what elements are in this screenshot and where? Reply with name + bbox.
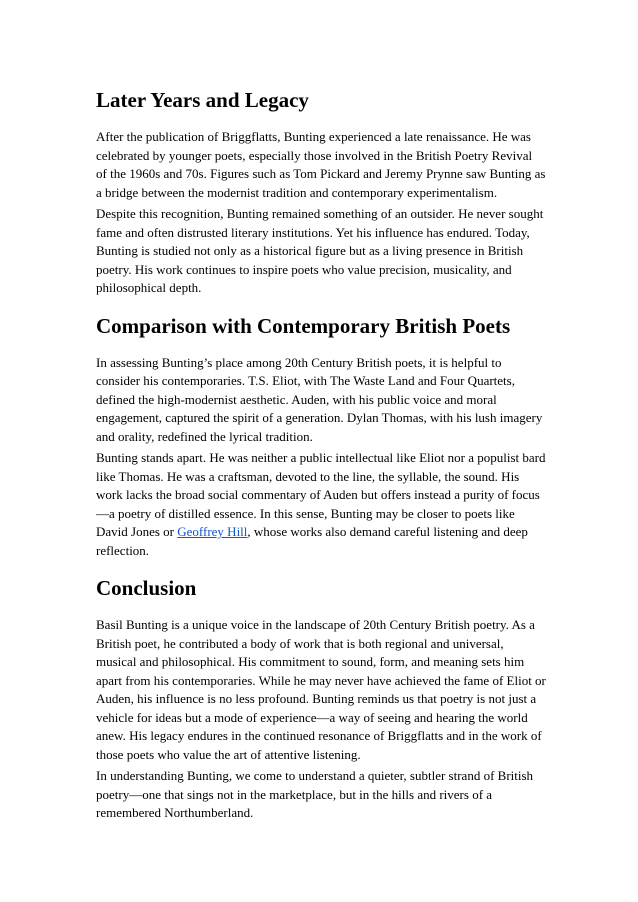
section-heading-comparison: Comparison with Contemporary British Poets (96, 313, 511, 338)
section-heading-conclusion: Conclusion (96, 576, 197, 600)
paragraph: After the publication of Briggflatts, Bunting experienced a late renaissance. He was celebrated by younger poets, especially those involved in the British Poetry Revival of the 1960s and 70s. Figures such as Tom Pickard and Jeremy Prynne saw Bunting as a bridge between the modernist tradition and contemporary experimentalism. (96, 129, 546, 200)
section-later-years (96, 86, 546, 298)
section-conclusion (96, 574, 546, 823)
paragraph: In understanding Bunting, we come to understand a quieter, subtler strand of British poetry—one that sings not in the marketplace, but in the hills and rivers of a remembered Northumberland. (96, 768, 534, 820)
document-page (96, 86, 546, 823)
geoffrey-hill-link[interactable]: Geoffrey Hill (177, 524, 248, 539)
paragraph-with-link (96, 449, 546, 560)
section-heading-later-years: Later Years and Legacy (96, 88, 309, 112)
paragraph: Despite this recognition, Bunting remained something of an outsider. He never sought fame and often distrusted literary institutions. Yet his influence has endured. Today, Bunting is studied not only as a historical figure but as a living presence in British poetry. His work continues to inspire poets who value precision, musicality, and philosophical depth. (96, 206, 544, 295)
paragraph-text-after-link: , whose works also demand careful listening and deep reflection. (96, 524, 528, 558)
paragraph-text-before-link: Bunting stands apart. He was neither a public intellectual like Eliot nor a populist bard like Thomas. He was a craftsman, devoted to the line, the syllable, the sound. His work lacks the broad social commentary of Auden but offers instead a purity of focus —a poetry of distilled essence. In this sense, Bunting may be closer to poets like David Jones or (96, 450, 546, 539)
paragraph: In assessing Bunting’s place among 20th Century British poets, it is helpful to consider his contemporaries. T.S. Eliot, with The Waste Land and Four Quartets, defined the high-modernist aesthetic. Auden, with his public voice and moral engagement, captured the spirit of a generation. Dylan Thomas, with his lush imagery and orality, redefined the lyrical tradition. (96, 354, 543, 444)
paragraph: Basil Bunting is a unique voice in the landscape of 20th Century British poetry. As a British poet, he contributed a body of work that is both regional and universal, musical and philosophical. His commitment to sound, form, and meaning sets him apart from his contemporaries. While he may never have achieved the fame of Eliot or Auden, his influence is no less profound. Bunting reminds us that poetry is not just a vehicle for ideas but a mode of experience—a way of seeing and hearing the world anew. His legacy endures in the continued resonance of Briggflatts and in the work of those poets who value the art of attentive listening. (96, 617, 546, 762)
section-comparison (96, 312, 546, 561)
